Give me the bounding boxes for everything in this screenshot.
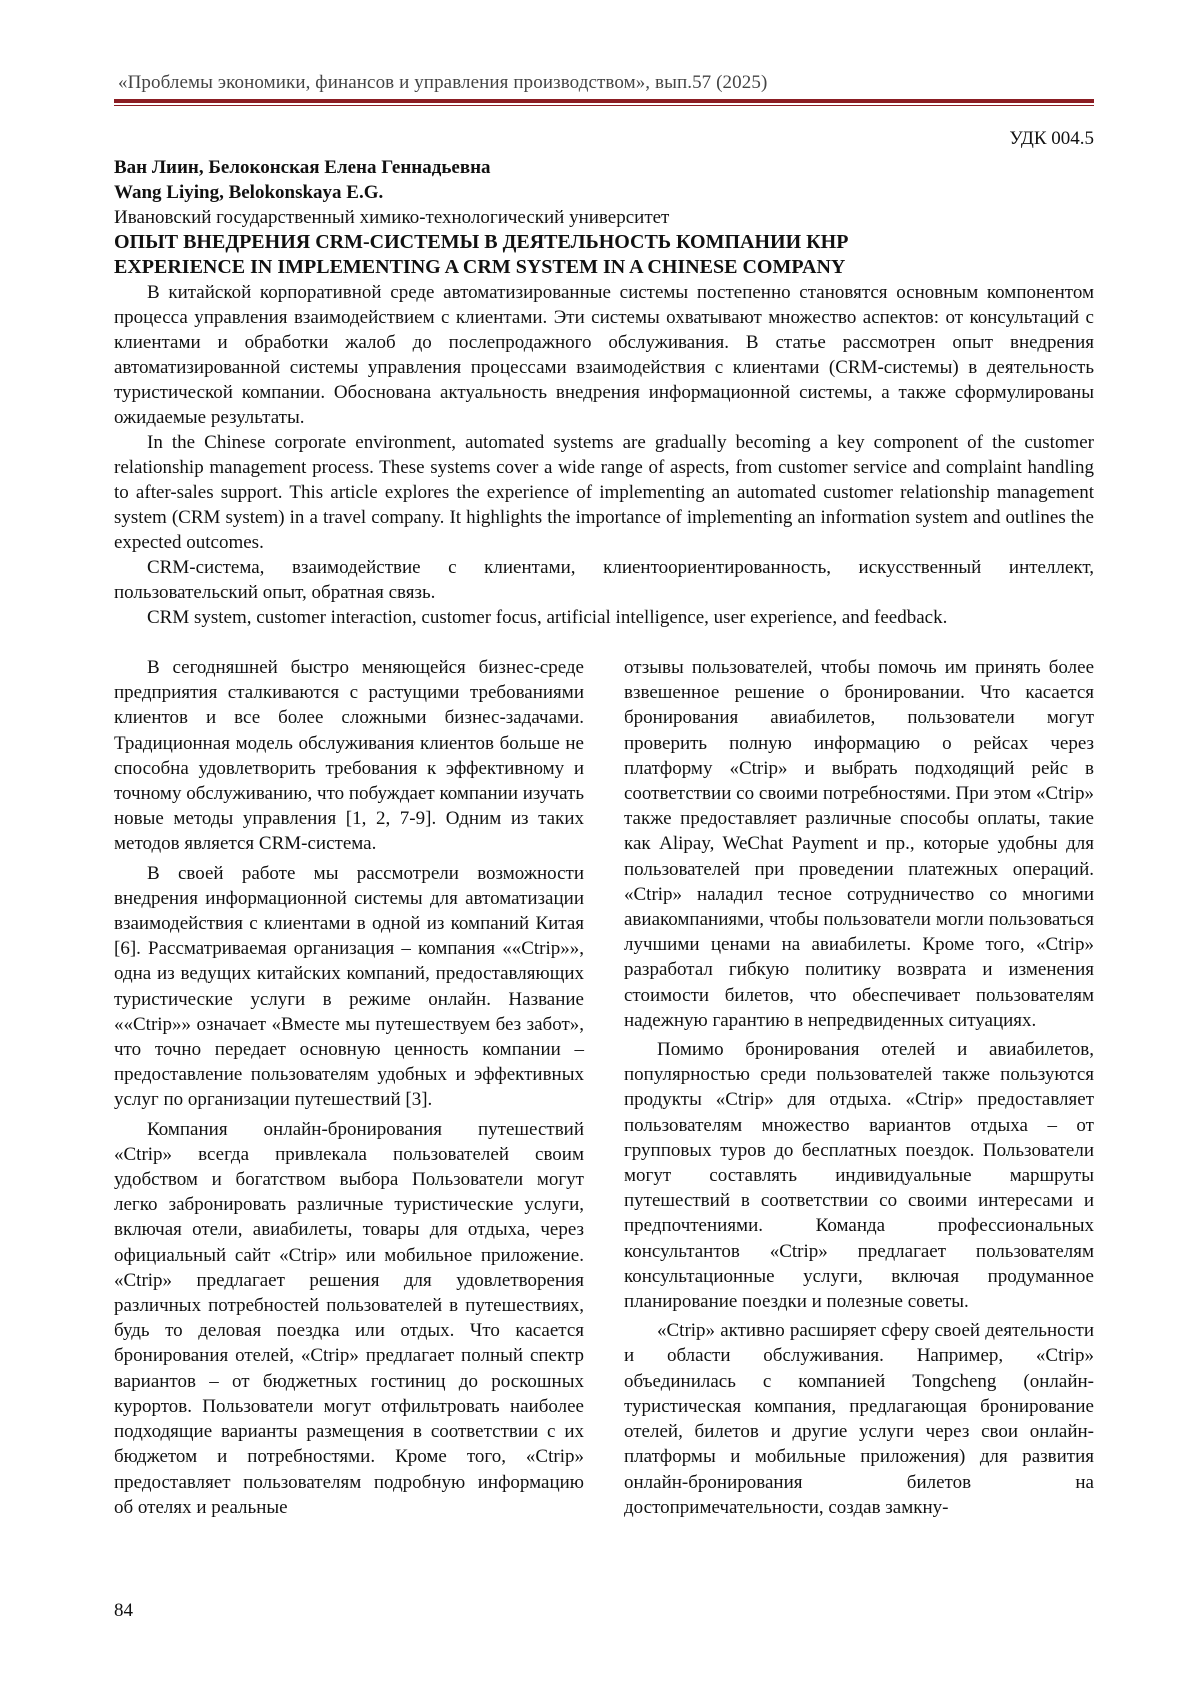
header-rule-thick: [114, 99, 1094, 103]
header-rule-thin: [114, 105, 1094, 106]
title-en: EXPERIENCE IN IMPLEMENTING A CRM SYSTEM IN A CHINESE COMPANY: [114, 256, 846, 278]
keywords: [114, 555, 1094, 630]
running-head: «Проблемы экономики, финансов и управления производством», вып.57 (2025): [118, 72, 768, 93]
abstract-en: In the Chinese corporate environment, automated systems are gradually becoming a key component of the customer relationship management process. These systems cover a wide range of aspects, from customer service and complaint handling to after-sales support. This article explores the experience of implementing an automated customer relationship management system (CRM system) in a travel company. It highlights the importance of implementing an information system and outlines the expected outcomes.: [114, 432, 1094, 553]
title-ru: ОПЫТ ВНЕДРЕНИЯ CRM-СИСТЕМЫ В ДЕЯТЕЛЬНОСТЬ КОМПАНИИ КНР: [114, 231, 849, 253]
body-paragraph: Компания онлайн-бронирования путешествий «Ctrip» всегда привлекала пользователей своим удобством и богатством выбора Пользователи могут легко забронировать различные туристические услуги, включая отели, авиабилеты, товары для отдыха, через официальный сайт «Ctrip» или мобильное приложение. «Ctrip» предлагает решения для удовлетворения различных потребностей пользователей в путешествиях, будь то деловая поездка или отдых. Что касается бронирования отелей, «Ctrip» предлагает полный спектр вариантов – от бюджетных гостиниц до роскошных курортов. Пользователи могут отфильтровать наиболее подходящие варианты размещения в соответствии с их бюджетом и потребностями. Кроме того, «Ctrip» предоставляет пользователям подробную информацию об отелях и реальные: [114, 1118, 584, 1518]
keywords-ru: CRM-система, взаимодействие с клиентами, клиентоориентированность, искусственный интеллект, пользовательский опыт, обратная связь.: [114, 557, 1094, 603]
page-number: 84: [114, 1600, 133, 1621]
authors-ru: Ван Лиин, Белоконская Елена Геннадьевна: [114, 157, 491, 178]
body-paragraph-continued: отзывы пользователей, чтобы помочь им принять более взвешенное решение о бронировании. Что касается бронирования авиабилетов, пользователи могут проверить полную информацию о рейсах через платформу «Ctrip» и выбрать подходящий рейс в соответствии со своими потребностями. При этом «Ctrip» также предоставляет различные способы оплаты, такие как Alipay, WeChat Payment и пр., которые удобны для пользователей при проведении платежных операций. «Ctrip» наладил тесное сотрудничество со многими авиакомпаниями, чтобы пользователи могли пользоваться лучшими ценами на авиабилеты. Кроме того, «Ctrip» разработал гибкую политику возврата и изменения стоимости билетов, что обеспечивает пользователям надежную гарантию в непредвиденных ситуациях.: [624, 657, 1094, 1031]
body-paragraph: Помимо бронирования отелей и авиабилетов, популярностью среди пользователей также пользуются продукты «Ctrip» для отдыха. «Ctrip» предоставляет пользователям множество вариантов отдыха – от групповых туров до бесплатных поездок. Пользователи могут составлять индивидуальные маршруты путешествий в соответствии со своими интересами и предпочтениями. Команда профессиональных консультантов «Ctrip» предлагает пользователям консультационные услуги, включая продуманное планирование поездки и полезные советы.: [624, 1039, 1094, 1313]
authors-en: Wang Liying, Belokonskaya E.G.: [114, 182, 384, 203]
body-paragraph: В своей работе мы рассмотрели возможности внедрения информационной системы для автоматизации взаимодействия с клиентами в одной из компаний Китая [6]. Рассматриваемая организация – компания ««Ctrip»», одна из ведущих китайских компаний, предоставляющих туристические услуги в режиме онлайн. Название ««Ctrip»» означает «Вместе мы путешествуем без забот», что точно передает основную ценность компании – предоставление пользователям удобных и эффективных услуг по организации путешествий [3].: [114, 862, 584, 1111]
body-paragraph: «Ctrip» активно расширяет сферу своей деятельности и области обслуживания. Например, «Ctrip» объединилась с компанией Tongcheng (онлайн-туристическая компания, предлагающая бронирование отелей, билетов и другие услуги через свои онлайн-платформы и мобильные приложения) для развития онлайн-бронирования билетов на достопримечательности, создав замкну-: [624, 1320, 1094, 1518]
left-column: [114, 655, 584, 1524]
body-paragraph: В сегодняшней быстро меняющейся бизнес-среде предприятия сталкиваются с растущими требованиями клиентов и все более сложными бизнес-задачами. Традиционная модель обслуживания клиентов больше не способна удовлетворить требования к эффективному и точному обслуживанию, что побуждает компании изучать новые методы управления [1, 2, 7-9]. Одним из таких методов является CRM-система.: [114, 657, 584, 855]
abstract: [114, 280, 1094, 555]
affiliation: Ивановский государственный химико-технологический университет: [114, 207, 670, 228]
keywords-en: CRM system, customer interaction, customer focus, artificial intelligence, user experience, and feedback.: [147, 607, 948, 628]
abstract-ru: В китайской корпоративной среде автоматизированные системы постепенно становятся основным компонентом процесса управления взаимодействием с клиентами. Эти системы охватывают множество аспектов: от консультаций с клиентами и обработки жалоб до послепродажного обслуживания. В статье рассмотрен опыт внедрения автоматизированной системы управления процессами взаимодействия с клиентами (CRM-системы) в деятельность туристической компании. Обоснована актуальность внедрения информационной системы, а также сформулированы ожидаемые результаты.: [114, 282, 1094, 428]
udk-code: УДК 004.5: [1009, 128, 1094, 149]
right-column: [624, 655, 1094, 1524]
article-front-matter: [114, 155, 1094, 630]
body-columns: [114, 655, 1094, 1524]
